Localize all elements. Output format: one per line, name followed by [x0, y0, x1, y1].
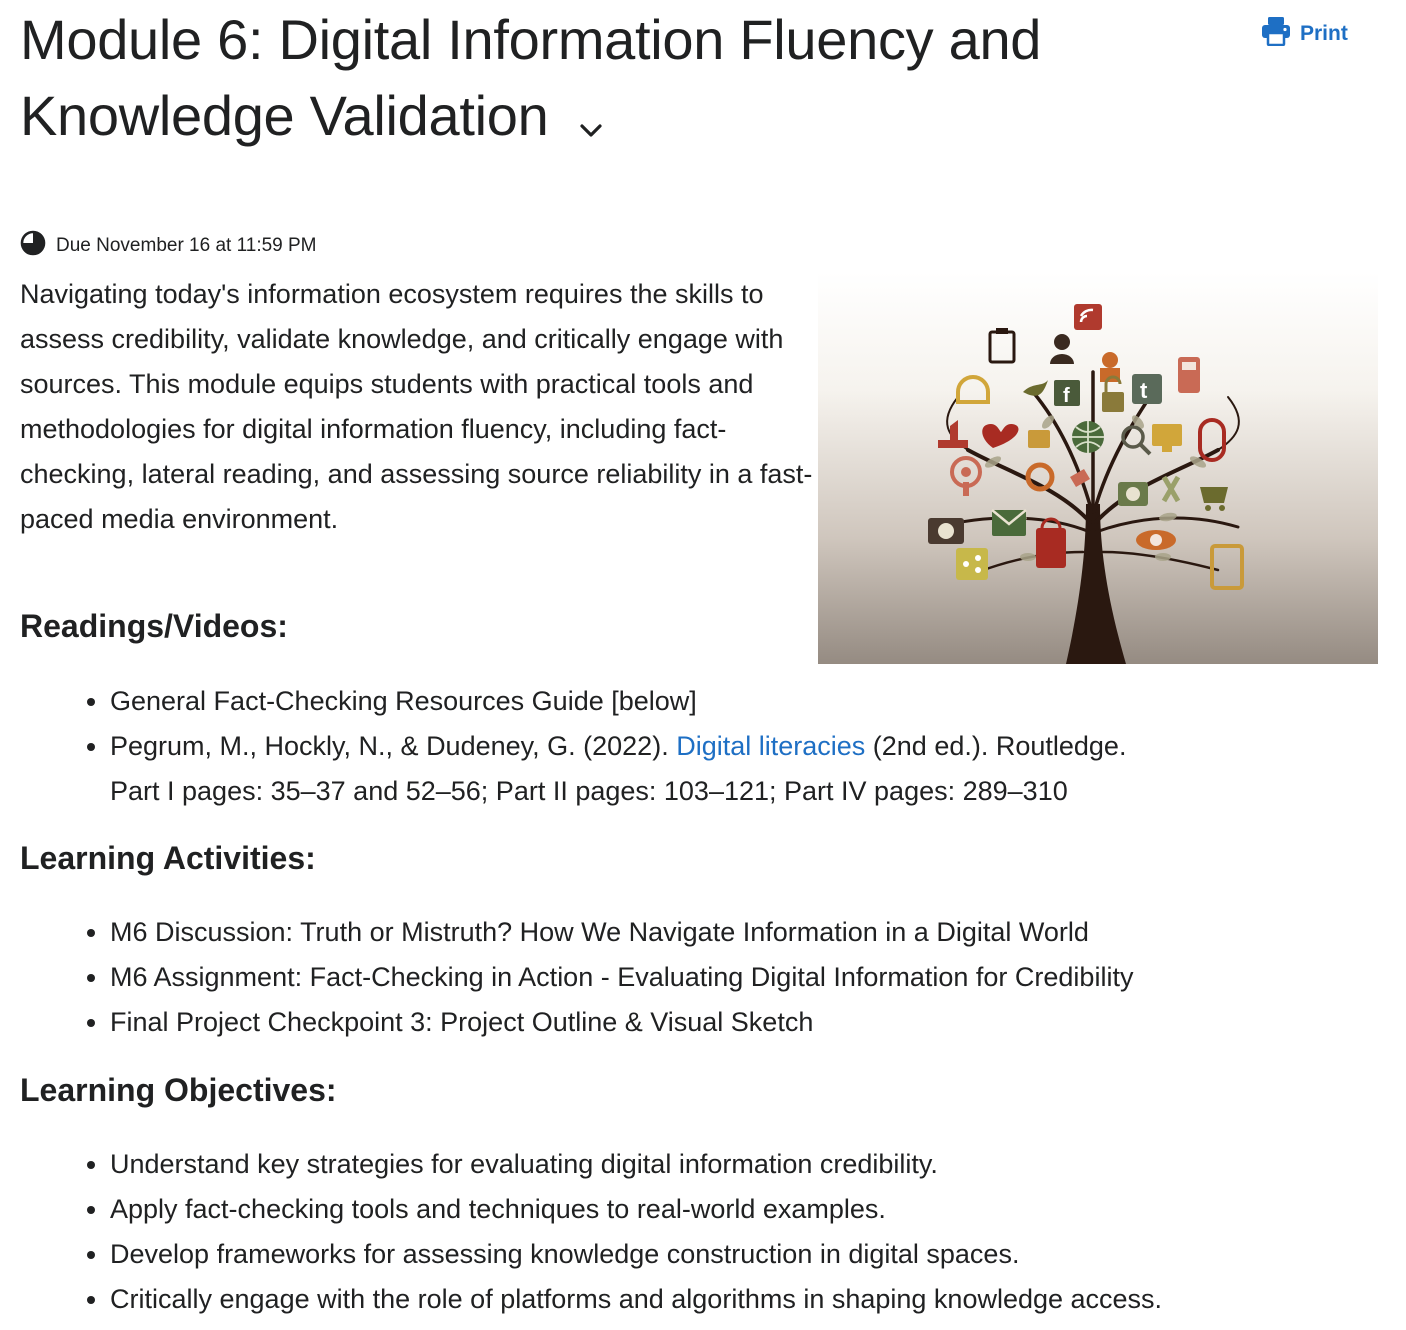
reading-citation-suffix: (2nd ed.). Routledge.	[865, 731, 1127, 761]
list-item: • Develop frameworks for assessing knowledge construction in digital spaces.	[110, 1232, 1162, 1277]
readings-heading: Readings/Videos:	[20, 608, 288, 644]
page-title-text: Module 6: Digital Information Fluency and Knowledge Validation	[20, 8, 1042, 147]
list-item: • M6 Assignment: Fact-Checking in Action - Evaluating Digital Information for Credibility	[110, 955, 1133, 1000]
clock-icon	[20, 230, 46, 262]
list-item: • Apply fact-checking tools and techniques to real-world examples.	[110, 1187, 1162, 1232]
list-item: • M6 Discussion: Truth or Mistruth? How We Navigate Information in a Digital World	[110, 910, 1133, 955]
reading-guide: General Fact-Checking Resources Guide [below]	[110, 686, 697, 716]
objectives-heading: Learning Objectives:	[20, 1072, 337, 1108]
activities-heading: Learning Activities:	[20, 840, 316, 876]
readings-list	[80, 679, 1126, 814]
list-item: • Critically engage with the role of platforms and algorithms in shaping knowledge access.	[110, 1277, 1162, 1322]
svg-text:f: f	[1063, 385, 1070, 407]
reading-citation-prefix: Pegrum, M., Hockly, N., & Dudeney, G. (2022).	[110, 731, 677, 761]
list-item	[110, 724, 1126, 814]
list-item: • Final Project Checkpoint 3: Project Outline & Visual Sketch	[110, 1000, 1133, 1045]
list-item: • Understand key strategies for evaluating digital information credibility.	[110, 1142, 1162, 1187]
activities-list	[80, 910, 1133, 1045]
reading-pages: Part I pages: 35–37 and 52–56; Part II pages: 103–121; Part IV pages: 289–310	[110, 776, 1068, 806]
intro-paragraph: Navigating today's information ecosystem requires the skills to assess credibility, validate knowledge, and critically engage with sources. This module equips students with practical tools and methodologies for digital information fluency, including fact-checking, lateral reading, and assessing source reliability in a fast-paced media environment.	[20, 279, 813, 534]
svg-text:t: t	[1140, 378, 1148, 403]
digital-literacies-link[interactable]: Digital literacies	[676, 731, 866, 761]
objectives-list	[80, 1142, 1162, 1322]
print-label: Print	[1300, 22, 1348, 45]
printer-icon	[1260, 16, 1292, 52]
list-item	[110, 679, 1126, 724]
due-text: Due November 16 at 11:59 PM	[56, 235, 317, 256]
chevron-down-icon[interactable]	[578, 82, 604, 158]
page-title	[20, 2, 1140, 158]
hero-image-tree	[818, 272, 1378, 664]
due-date	[20, 230, 317, 262]
print-button[interactable]	[1260, 16, 1348, 52]
